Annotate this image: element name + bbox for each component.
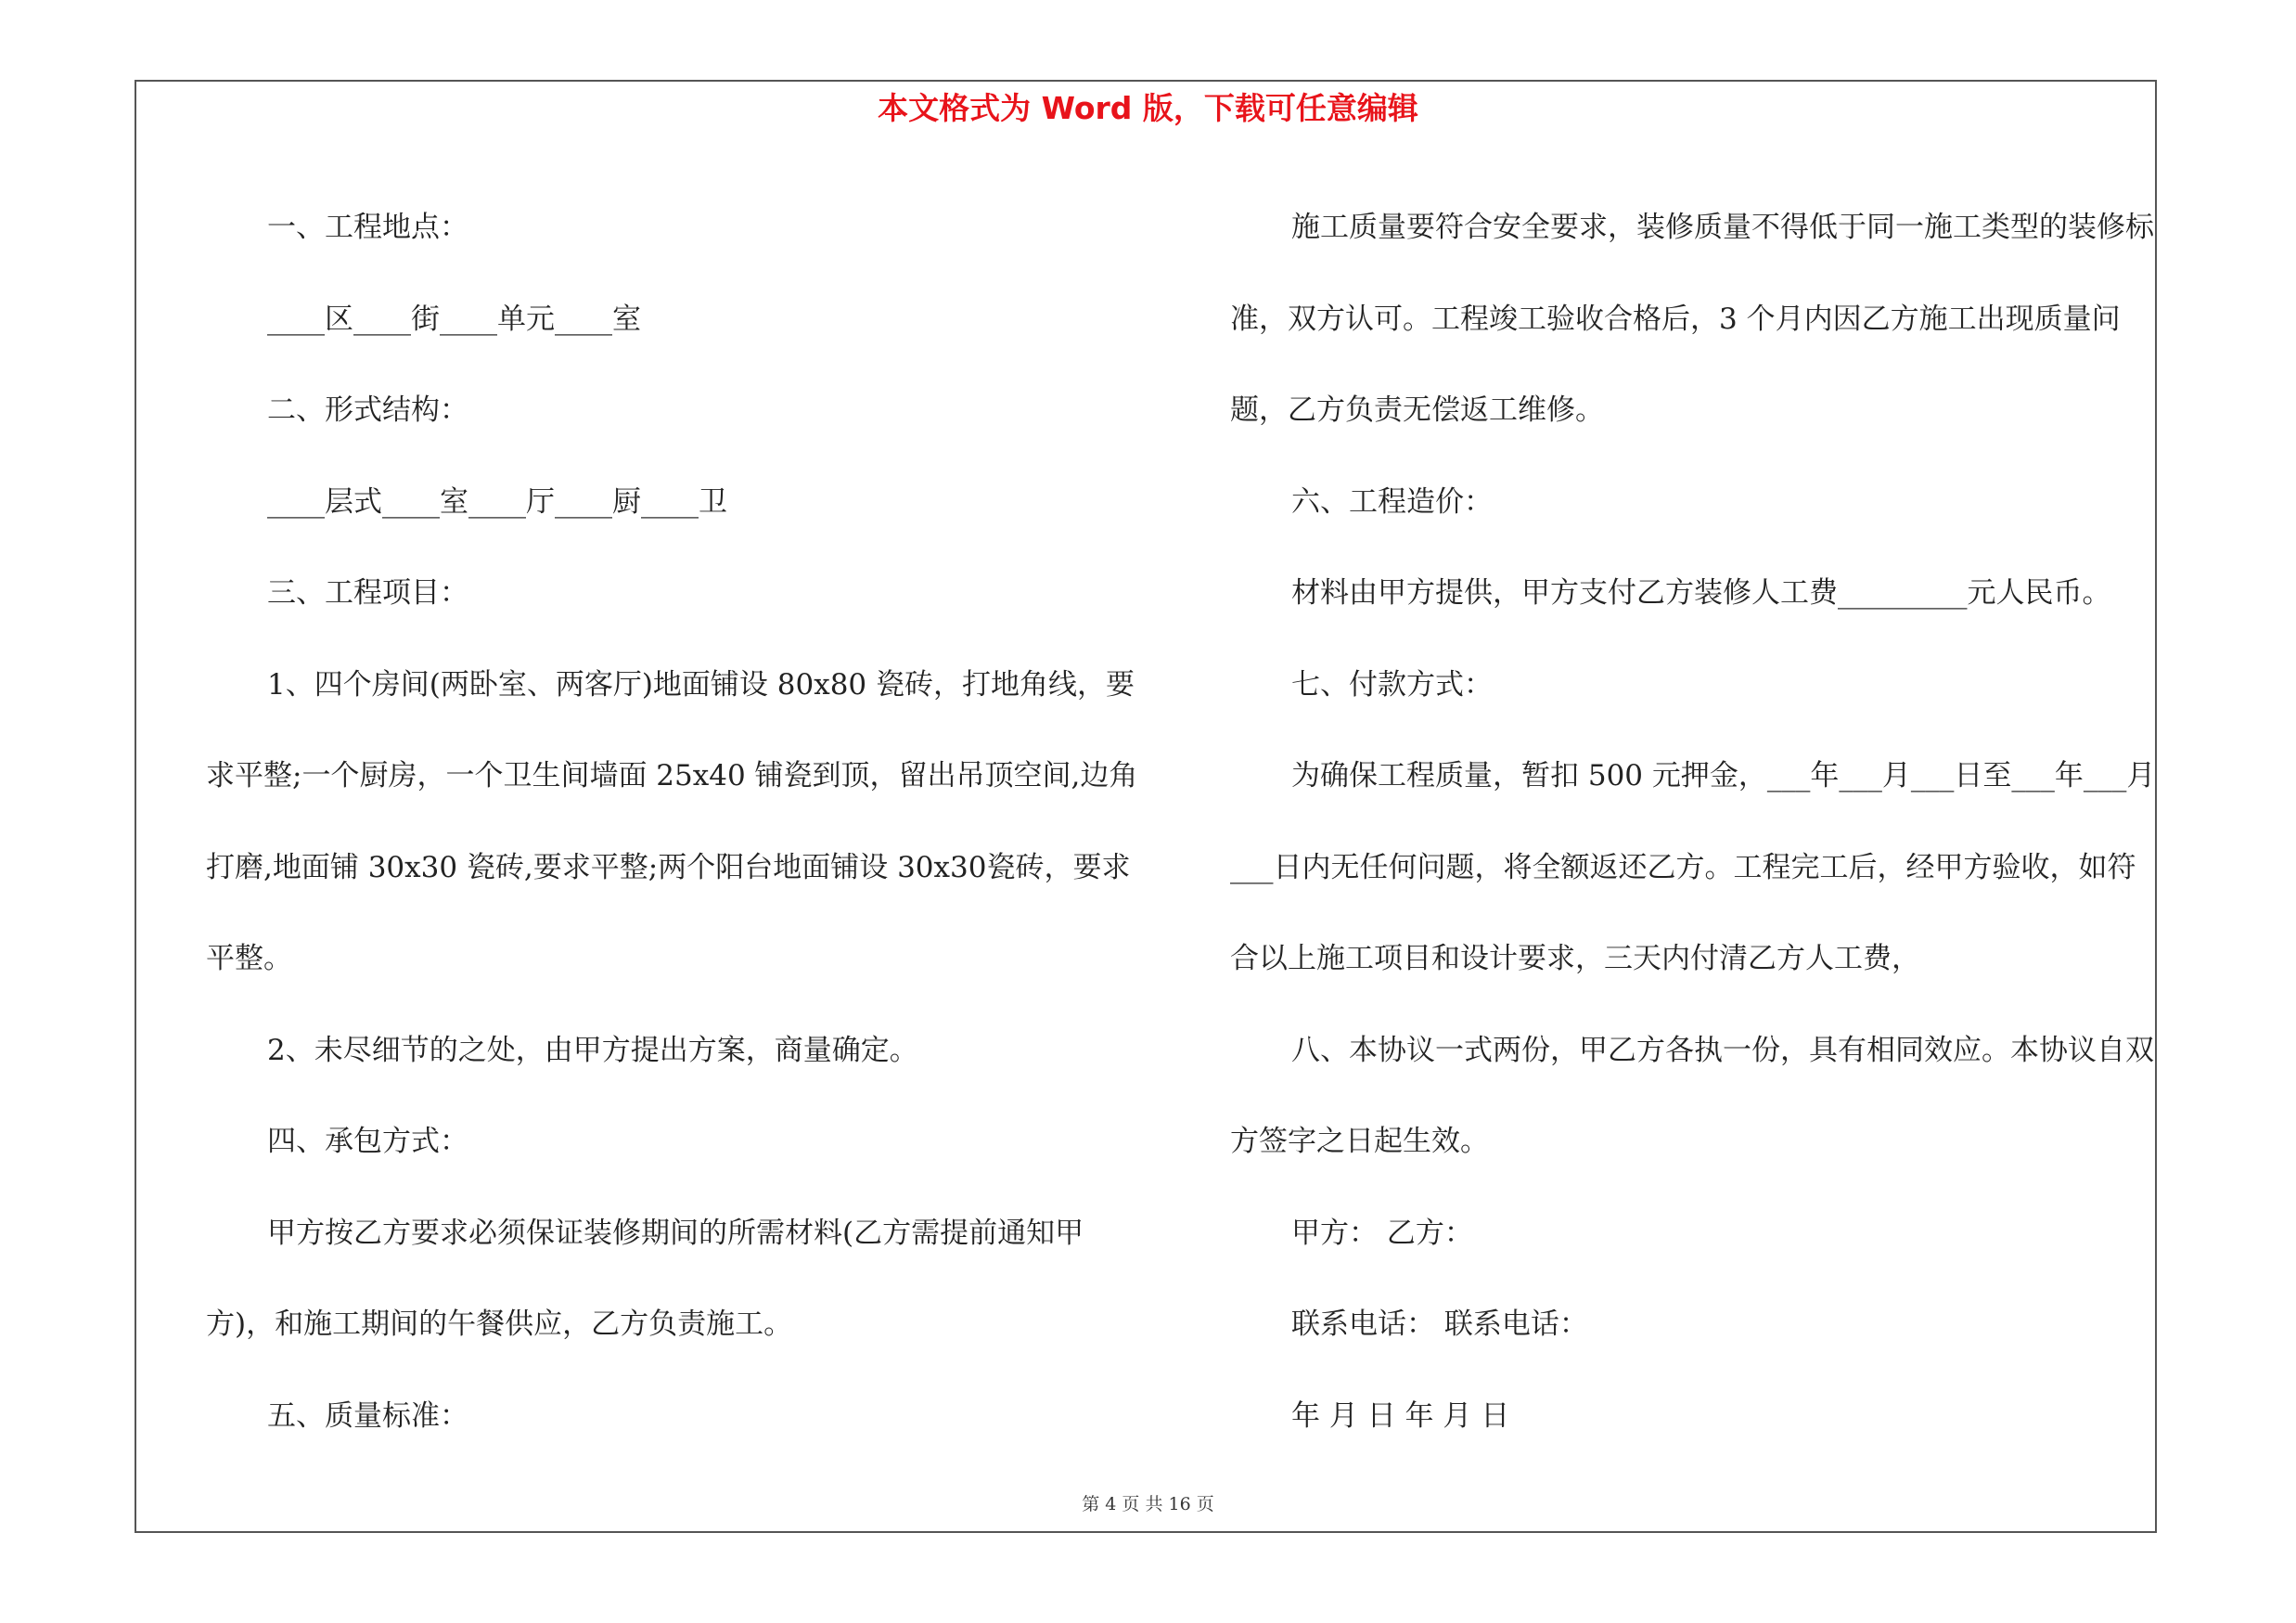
section-heading-items: 三、工程项目： [267,576,468,610]
cost-paragraph: 材料由甲方提供，甲方支付乙方装修人工费_________元人民币。 [1291,576,2111,610]
page-number: 第 4 页 共 16 页 [1082,1494,1214,1514]
right-column [1230,182,2161,1462]
section-heading-contract: 四、承包方式： [267,1125,468,1158]
section-heading-location: 一、工程地点： [267,211,468,244]
section-heading-structure: 二、形式结构： [267,393,468,427]
item-1-paragraph: 1、四个房间(两卧室、两客厅)地面铺设 80x80 瓷砖，打地角线，要求平整;一个厨房，一个卫生间墙面 25x40 铺瓷到顶，留出吊顶空间,边角打磨,地面铺 30x30 瓷砖,要求平整;两个阳台地面铺设 30x30瓷砖，要求平整。 [206,667,1138,975]
signature-parties: 甲方： 乙方： [1291,1216,1473,1250]
quality-paragraph: 施工质量要符合安全要求，装修质量不得低于同一施工类型的装修标准，双方认可。工程竣工验收合格后，3 个月内因乙方施工出现质量问题，乙方负责无偿返工维修。 [1230,211,2154,427]
agreement-paragraph: 八、本协议一式两份，甲乙方各执一份，具有相同效应。本协议自双方签字之日起生效。 [1230,1033,2154,1158]
signature-phones: 联系电话： 联系电话： [1291,1307,1588,1341]
section-heading-payment: 七、付款方式： [1291,667,1493,702]
left-column [206,182,1152,1462]
section-heading-cost: 六、工程造价： [1291,484,1493,519]
section-heading-quality: 五、质量标准： [267,1398,468,1433]
contract-paragraph: 甲方按乙方要求必须保证装修期间的所需材料(乙方需提前通知甲方)，和施工期间的午餐供应，乙方负责施工。 [206,1216,1084,1341]
format-banner: 本文格式为 Word 版，下载可任意编辑 [878,90,1418,126]
payment-paragraph: 为确保工程质量，暂扣 500 元押金，___年___月___日至___年___月___日内无任何问题，将全额返还乙方。工程完工后，经甲方验收，如符合以上施工项目和设计要求，三天内付清乙方人工费， [1230,759,2156,975]
structure-blanks: ____层式____室____厅____厨____卫 [267,484,727,519]
location-blanks: ____区____街____单元____室 [267,302,641,336]
signature-dates: 年 月 日 年 月 日 [1291,1398,1510,1433]
item-2-paragraph: 2、未尽细节的之处，由甲方提出方案，商量确定。 [267,1033,918,1067]
